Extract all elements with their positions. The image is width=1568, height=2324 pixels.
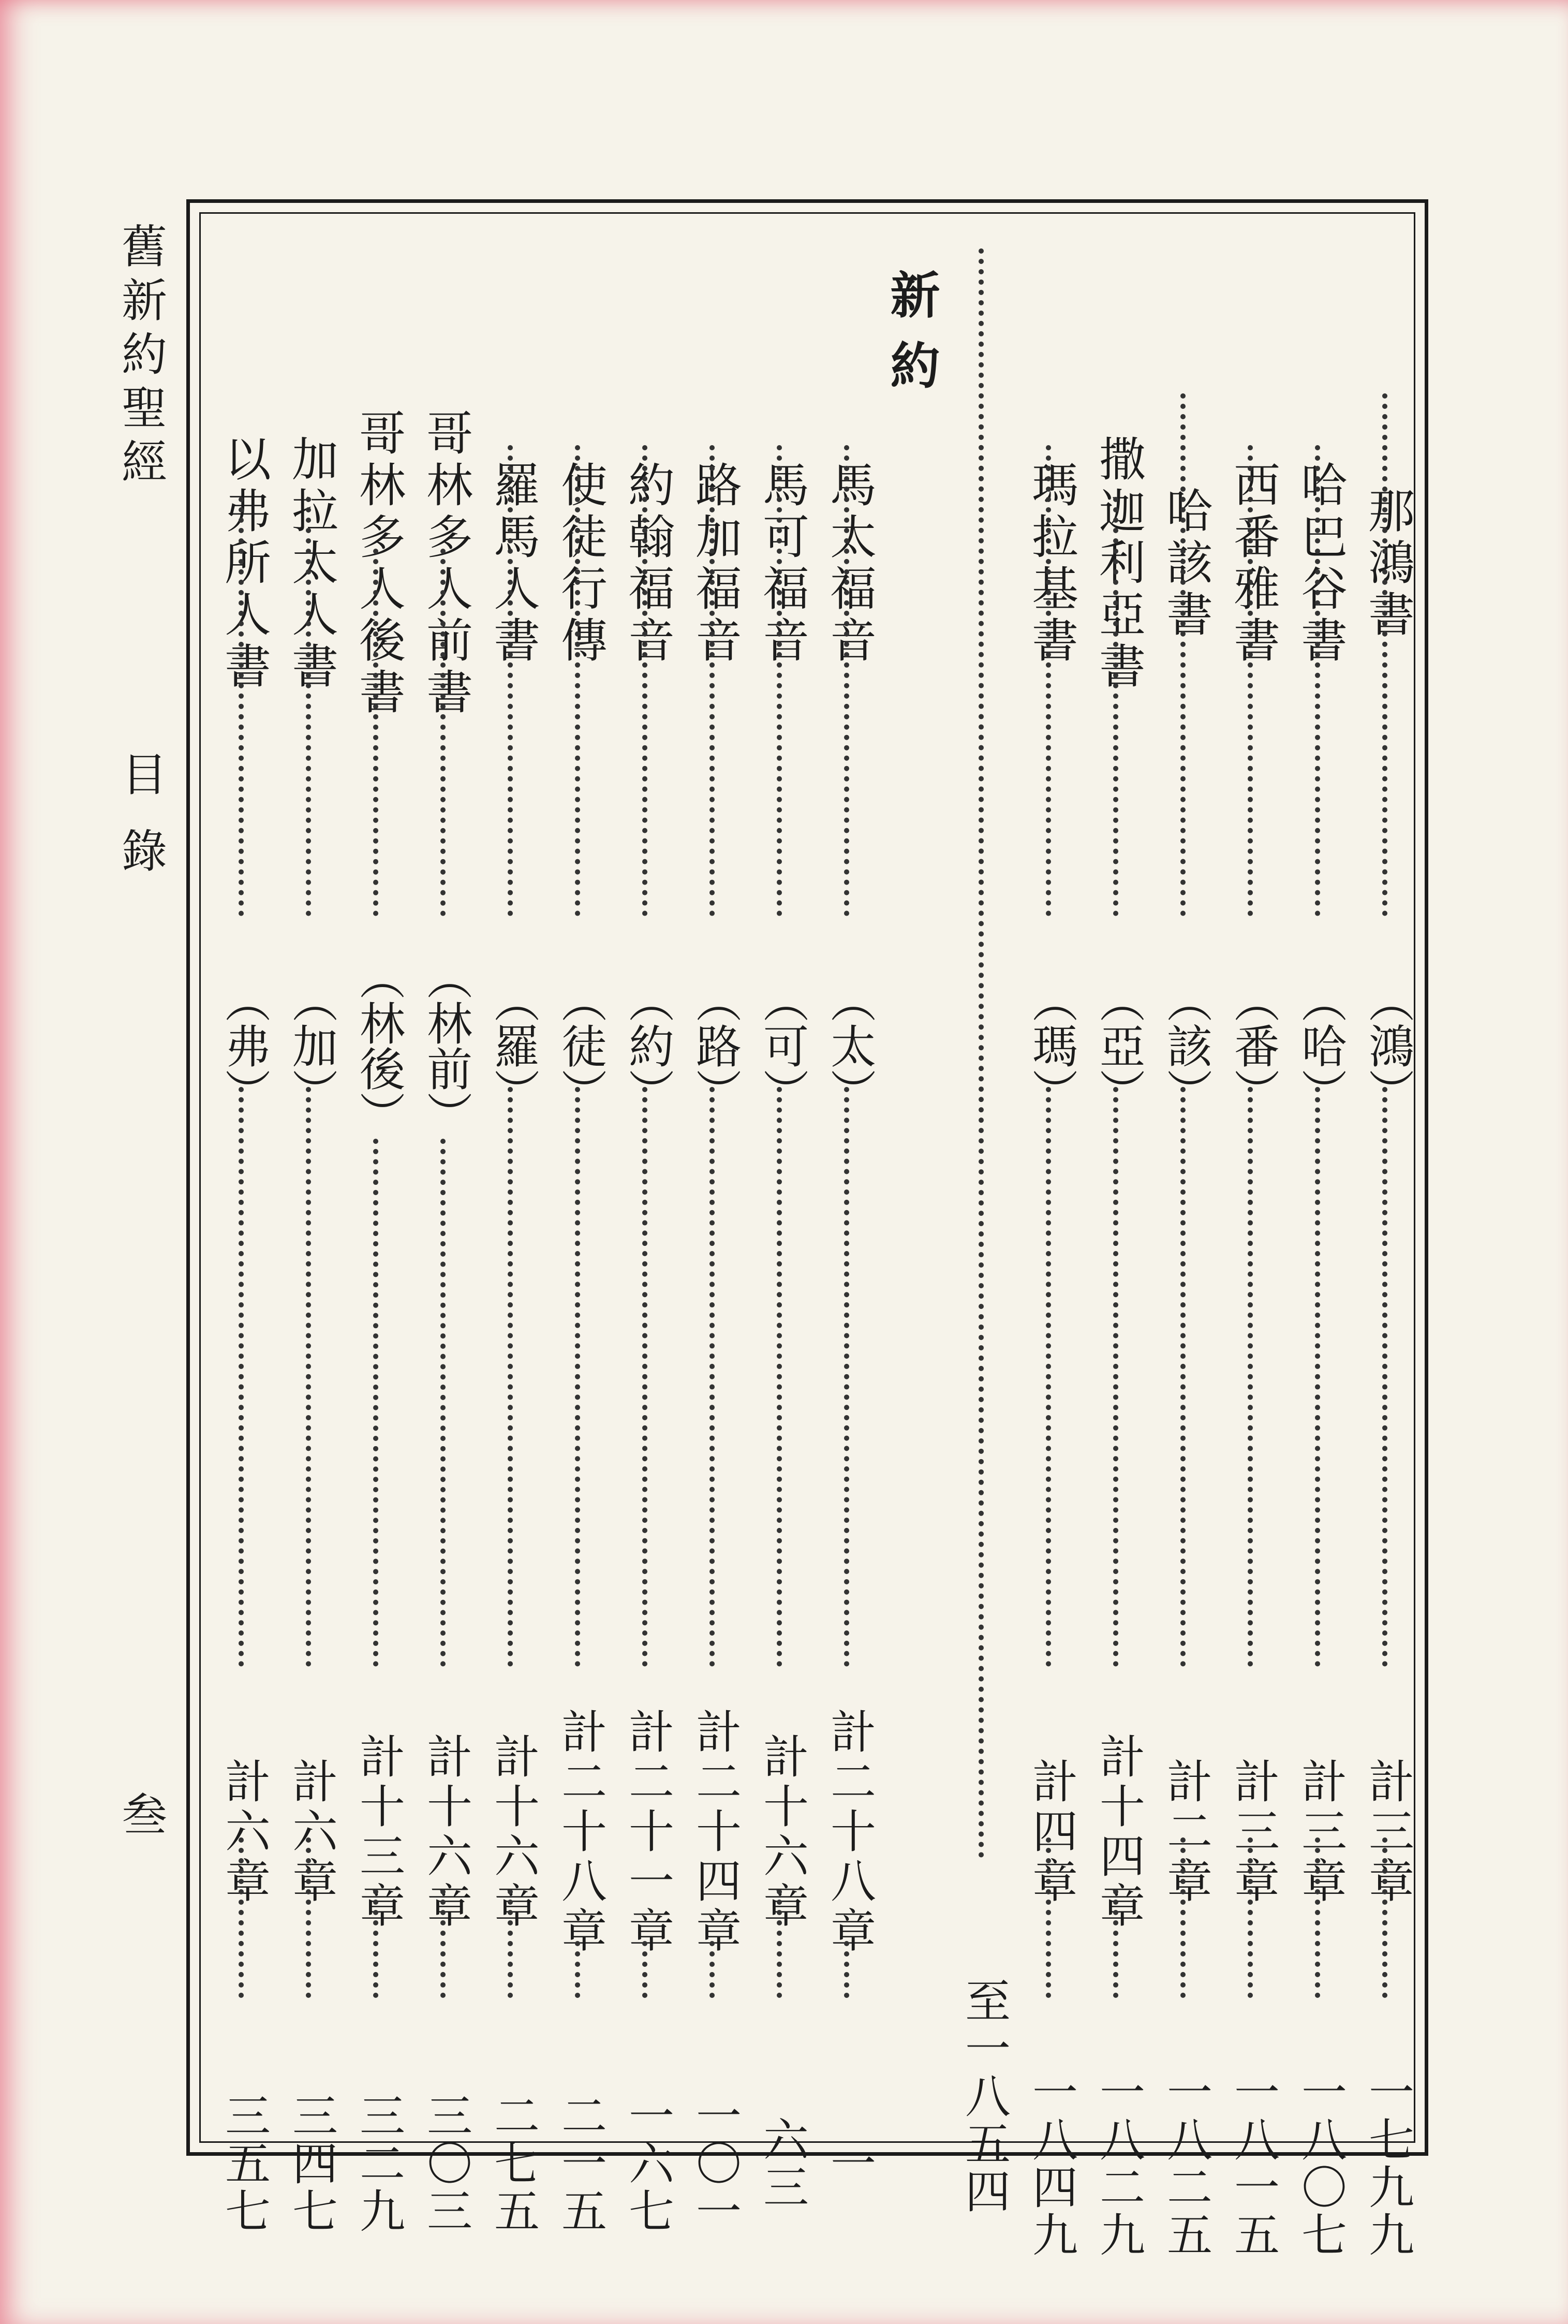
book-name: 西番雅書 [1225, 461, 1280, 668]
book-abbr: （約） [622, 977, 675, 1114]
book-abbr: （該） [1160, 977, 1213, 1114]
dot-leader [373, 1139, 378, 1667]
dot-leader [777, 1087, 782, 1667]
page-ref: 二七五 [487, 2092, 540, 2235]
dot-leader [575, 1941, 580, 1998]
book-abbr: （可） [756, 977, 809, 1114]
dot-leader [1248, 1837, 1253, 1998]
dot-leader [777, 445, 782, 916]
dot-leader [1046, 1837, 1051, 1998]
dot-leader [306, 1087, 311, 1667]
dot-leader [642, 1087, 647, 1667]
dot-leader [844, 445, 849, 916]
chapter-count: 計十六章 [487, 1733, 540, 1932]
dot-leader [1180, 1087, 1186, 1667]
toc-entry [411, 228, 479, 2235]
dot-leader [642, 1941, 647, 1998]
book-name: 哈該書 [1158, 487, 1212, 642]
dot-leader [709, 1087, 715, 1667]
section-label: 目錄 [114, 751, 168, 904]
dot-leader [306, 497, 311, 916]
dot-leader [1315, 445, 1320, 916]
dot-leader [1315, 1837, 1320, 1998]
page-number: 叁 [114, 1791, 168, 1845]
dot-leader [373, 549, 378, 916]
page-ref: 一八〇七 [1294, 2068, 1348, 2259]
page-ref: 一 [823, 2140, 877, 2187]
book-abbr: （太） [823, 977, 877, 1114]
dot-leader [508, 1889, 513, 1998]
dot-leader [1180, 1837, 1186, 1998]
page-ref: 一〇一 [689, 2092, 742, 2235]
chapter-count: 計二章 [1160, 1758, 1213, 1907]
page-ref: 一八二九 [1092, 2068, 1146, 2259]
toc-entry [1017, 228, 1084, 2259]
toc-entry [277, 228, 344, 2235]
book-name: 哥林多人後書 [351, 409, 405, 719]
dot-leader [1180, 393, 1186, 916]
toc-entry [344, 228, 411, 2235]
dot-leader [709, 1941, 715, 1998]
toc-entry-range [950, 228, 1017, 2215]
chapter-count: 計二十八章 [554, 1708, 608, 1957]
book-name: 哈巴谷書 [1293, 461, 1347, 668]
dot-leader [239, 1087, 244, 1667]
page-ref: 一七九九 [1362, 2068, 1415, 2259]
toc-entry [613, 228, 681, 2235]
chapter-count: 計十六章 [420, 1733, 473, 1932]
toc-entry [479, 228, 546, 2235]
dot-leader [777, 1889, 782, 1998]
chapter-count: 計十四章 [1092, 1733, 1146, 1932]
new-testament-heading: 新約 [882, 269, 941, 410]
book-name: 使徒行傳 [553, 461, 607, 668]
dot-leader [440, 1139, 446, 1667]
page-ref: 一八一五 [1227, 2068, 1280, 2259]
dot-leader [1113, 497, 1118, 916]
book-abbr: （加） [285, 977, 338, 1114]
chapter-count: 計六章 [285, 1758, 338, 1907]
book-abbr: （番） [1227, 977, 1280, 1114]
book-abbr: （徒） [554, 977, 608, 1114]
chapter-count: 計三章 [1294, 1758, 1348, 1907]
book-name: 以弗所人書 [216, 435, 271, 694]
book-abbr: （羅） [487, 977, 540, 1114]
page-range-end: 至一八五四 [958, 1977, 1011, 2215]
dot-leader [1046, 1087, 1051, 1667]
toc-entry [1219, 228, 1286, 2259]
dot-leader [440, 1889, 446, 1998]
dot-leader [575, 445, 580, 916]
toc-entry [681, 228, 748, 2235]
dot-leader [979, 248, 984, 1858]
book-abbr: （路） [689, 977, 742, 1114]
dot-leader [1382, 393, 1387, 916]
dot-leader [1248, 445, 1253, 916]
toc-entry [1353, 228, 1421, 2259]
page-ref: 三五七 [218, 2092, 271, 2235]
book-abbr: （林前） [420, 954, 473, 1137]
book-name: 加拉太人書 [284, 435, 338, 694]
book-name: 哥林多人前書 [418, 409, 472, 719]
chapter-count: 計三章 [1227, 1758, 1280, 1907]
chapter-count: 計二十四章 [689, 1708, 742, 1957]
dot-leader [239, 497, 244, 916]
page-ref: 一六七 [622, 2092, 675, 2235]
book-abbr: （哈） [1294, 977, 1348, 1114]
dot-leader [508, 445, 513, 916]
page-ref: 二一五 [554, 2092, 608, 2235]
dot-leader [1315, 1087, 1320, 1667]
dot-leader [844, 1087, 849, 1667]
chapter-count: 計六章 [218, 1758, 271, 1907]
dot-leader [575, 1087, 580, 1667]
dot-leader [239, 1837, 244, 1998]
chapter-count: 計三章 [1362, 1758, 1415, 1907]
book-name: 路加福音 [687, 461, 742, 668]
dot-leader [440, 549, 446, 916]
page-ref: 三〇三 [420, 2092, 473, 2235]
toc-entry [210, 228, 277, 2235]
chapter-count: 計二十一章 [622, 1708, 675, 1957]
dot-leader [1113, 1087, 1118, 1667]
page-ref: 一八四九 [1025, 2068, 1078, 2259]
dot-leader [306, 1837, 311, 1998]
book-name: 馬可福音 [755, 461, 809, 668]
page-margin [116, 223, 173, 2189]
dot-leader [1382, 1087, 1387, 1667]
dot-leader [642, 445, 647, 916]
book-abbr: （弗） [218, 977, 271, 1114]
dot-leader [1382, 1837, 1387, 1998]
book-name: 瑪拉基書 [1024, 461, 1078, 668]
toc-entry [546, 228, 613, 2235]
book-name: 撒迦利亞書 [1091, 435, 1145, 694]
toc-entry [815, 228, 882, 2187]
book-name: 馬太福音 [822, 461, 876, 668]
book-abbr: （鴻） [1362, 977, 1415, 1114]
toc-entry [748, 228, 815, 2211]
dot-leader [373, 1889, 378, 1998]
book-name: 那鴻書 [1360, 487, 1414, 642]
dot-leader [1113, 1889, 1118, 1998]
dot-leader [1248, 1087, 1253, 1667]
book-abbr: （瑪） [1025, 977, 1078, 1114]
page-ref: 六三 [756, 2116, 809, 2211]
chapter-count: 計二十八章 [823, 1708, 877, 1957]
toc-entry [1286, 228, 1353, 2259]
toc-entry [1151, 228, 1219, 2259]
page-ref: 三四七 [285, 2092, 338, 2235]
book-abbr: （林後） [352, 954, 406, 1137]
dot-leader [508, 1087, 513, 1667]
chapter-count: 計十三章 [352, 1733, 406, 1932]
toc-entry [1084, 228, 1151, 2259]
dot-leader [709, 445, 715, 916]
book-name: 羅馬人書 [485, 461, 540, 668]
dot-leader [1046, 445, 1051, 916]
page-ref: 一八二五 [1160, 2068, 1213, 2259]
dot-leader [844, 1941, 849, 1998]
page-ref: 三二九 [352, 2092, 406, 2235]
book-name: 約翰福音 [620, 461, 674, 668]
chapter-count: 計四章 [1025, 1758, 1078, 1907]
book-abbr: （亞） [1092, 977, 1146, 1114]
running-title: 舊新約聖經 [114, 223, 168, 492]
chapter-count: 計十六章 [756, 1733, 809, 1932]
